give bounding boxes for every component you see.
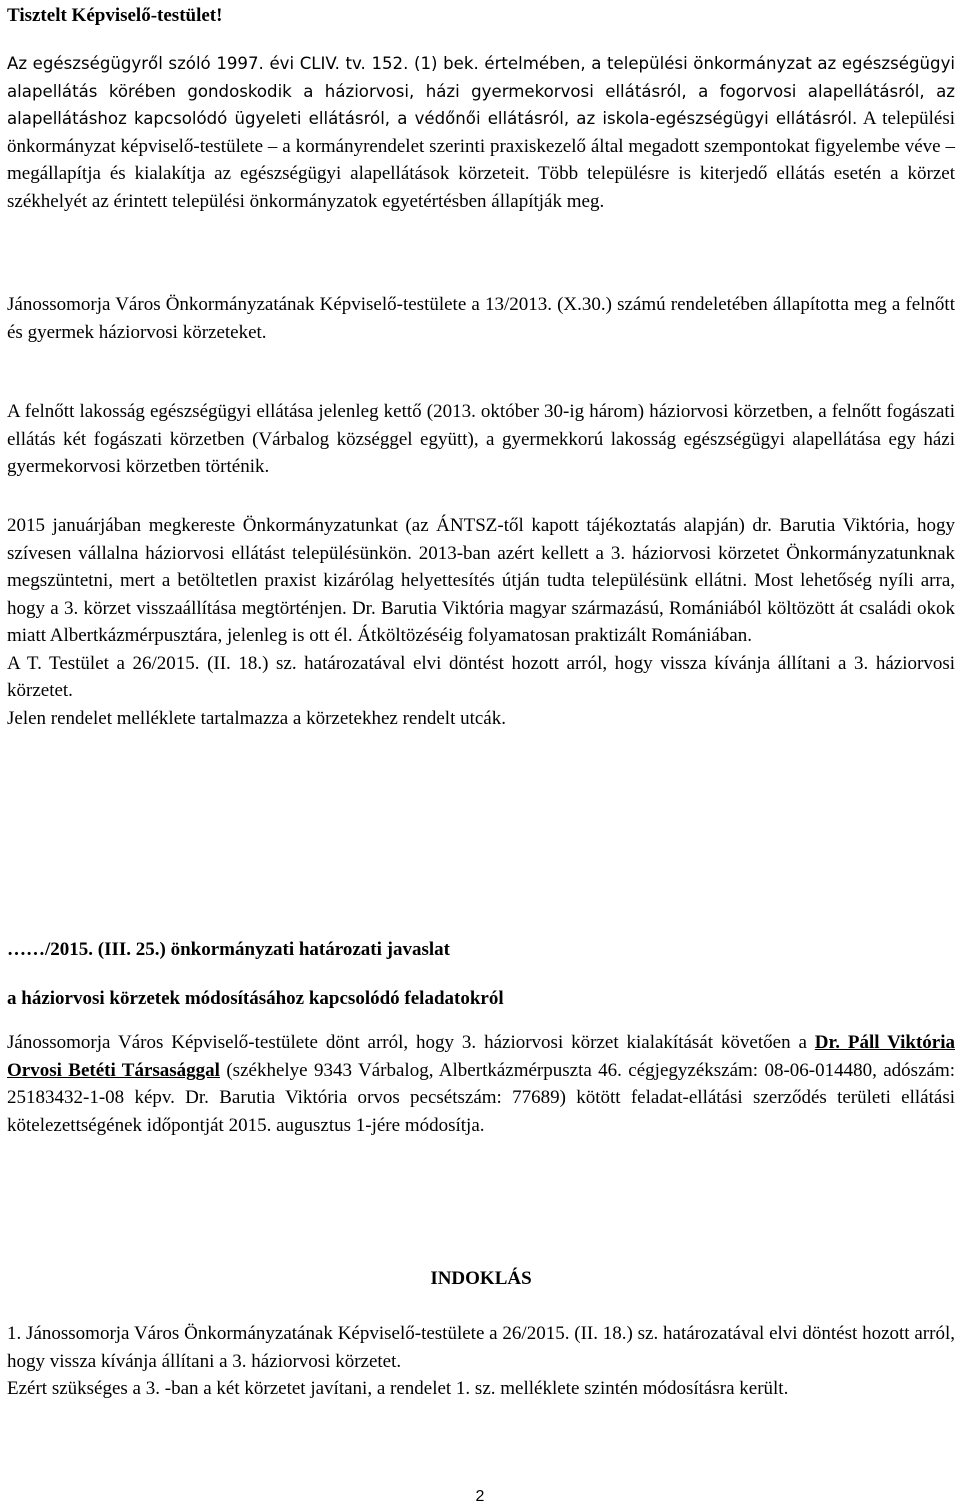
resolution-subject-heading: a háziorvosi körzetek módosításához kapcsolódó feladatokról bbox=[7, 988, 504, 1009]
page-number: 2 bbox=[475, 1488, 485, 1505]
paragraph-legal-basis bbox=[7, 50, 955, 215]
greeting-heading: Tisztelt Képviselő-testület! bbox=[7, 5, 223, 26]
resolution-detail-text: (székhelye 9343 Várbalog, Albertkázmérpuszta 46. cégjegyzékszám: 08-06-014480, adószám: 25183432-1-08 képv. Dr. Barutia Viktória orvos pecsétszám: 77689) kötött feladat-ellátási szerződés területi ellátási kötelezettségének időpontját 2015. augusztus 1-jére módosítja. bbox=[7, 1059, 956, 1136]
paragraph-district-decree: Jánossomorja Város Önkormányzatának Képviselő-testülete a 13/2013. (X.30.) számú rendeletében állapította meg a felnőtt és gyermek háziorvosi körzeteket. bbox=[7, 294, 955, 343]
paragraph-legal-basis-serif-text: A települési önkormányzat képviselő-testülete – a kormányrendelet szerinti praxiskezelő által megadott szempontokat figyelembe véve – megállapítja és kialakítja az egészségügyi alapellátások körzeteit. Több településre is kiterjedő ellátás esetén a körzet székhelyét az érintett települési önkormányzatok egyetértésben állapítják meg. bbox=[7, 108, 955, 212]
justification-heading: INDOKLÁS bbox=[430, 1268, 532, 1289]
paragraph-legal-basis-sans-text: Az egészségügyről szóló 1997. évi CLIV. tv. 152. (1) bek. értelmében, a települési önkormányzat az egészségügyi alapellátás körében gondoskodik a háziorvosi, házi gyermekorvosi ellátásról, a fogorvosi alapellátásról, az alapellátáshoz kapcsolódó ügyeleti ellátásról, a védőnői ellátásról, az iskola-egészségügyi ellátásról. bbox=[7, 54, 955, 128]
paragraph-current-care: A felnőtt lakosság egészségügyi ellátása jelenleg kettő (2013. október 30-ig három) háziorvosi körzetben, a felnőtt fogászati ellátás két fogászati körzetben (Várbalog községgel együtt), a gyermekkorú lakosság egészségügyi alapellátása egy házi gyermekorvosi körzetben történik. bbox=[7, 401, 955, 477]
contractor-name: Dr. Páll Viktória Orvosi Betéti Társasággal bbox=[7, 1032, 955, 1081]
paragraph-resolution bbox=[7, 1029, 955, 1139]
background-text: 2015 januárjában megkereste Önkormányzatunkat (az ÁNTSZ-től kapott tájékoztatás alapján) dr. Barutia Viktória, hogy szívesen vállalna háziorvosi ellátást településünkön. 2013-ban azért kellett a 3. háziorvosi körzetet Önkormányzatunknak megszüntetni, mert a betöltetlen praxist kizárólag helyettesítés útján tudta településünk ellátni. Most lehetőség nyíli arra, hogy a 3. körzet visszaállítása megtörténjen. Dr. Barutia Viktória magyar származású, Romániából költözött át családi okok miatt Albertkázmérpusztára, jelenleg is ott él. Átköltözéséig folyamatosan praktizált Romániában. bbox=[7, 515, 955, 646]
resolution-number-heading: ……/2015. (III. 25.) önkormányzati határozati javaslat bbox=[7, 939, 450, 960]
paragraph-justification bbox=[7, 1320, 955, 1403]
annex-text: Jelen rendelet melléklete tartalmazza a körzetekhez rendelt utcák. bbox=[7, 707, 506, 729]
paragraph-background bbox=[7, 512, 955, 732]
justification-point-2: Ezért szükséges a 3. -ban a két körzetet javítani, a rendelet 1. sz. melléklete szintén módosításra került. bbox=[7, 1378, 789, 1399]
justification-point-1: 1. Jánossomorja Város Önkormányzatának Képviselő-testülete a 26/2015. (II. 18.) sz. határozatával elvi döntést hozott arról, hogy vissza kívánja állítani a 3. háziorvosi körzetet. bbox=[7, 1323, 955, 1372]
resolution-text: A T. Testület a 26/2015. (II. 18.) sz. határozatával elvi döntést hozott arról, hogy vissza kívánja állítani a 3. háziorvosi körzetet. bbox=[7, 652, 955, 701]
resolution-intro-text: Jánossomorja Város Képviselő-testülete dönt arról, hogy 3. háziorvosi körzet kialakítását követően a bbox=[7, 1032, 815, 1053]
